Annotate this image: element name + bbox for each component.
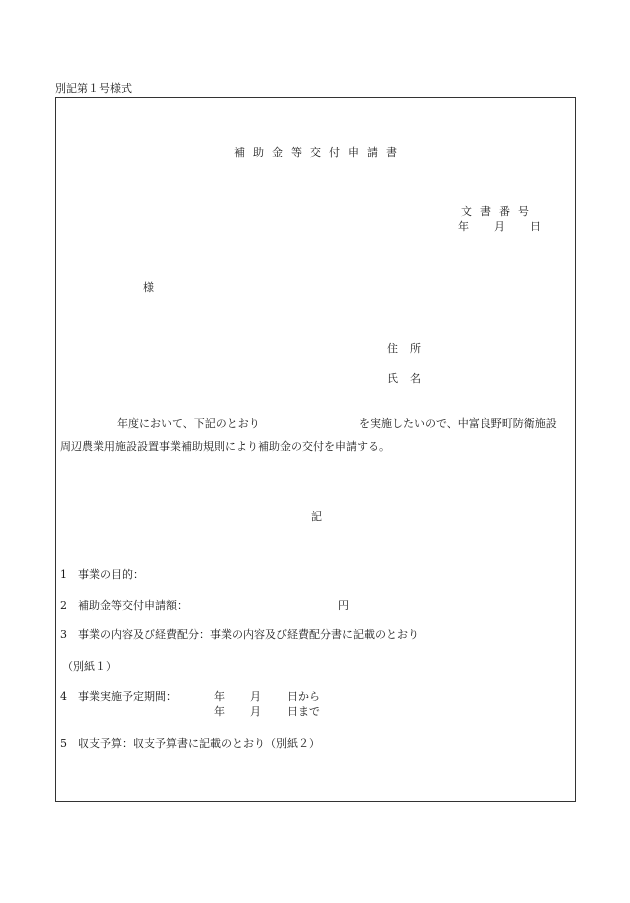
date-day-label: 日	[530, 220, 541, 233]
body-text-part2: を実施したいので、中富良野町防衛施設	[359, 417, 557, 430]
item-4-period-label: 4 事業実施予定期間：	[60, 690, 177, 703]
from-day: 日から	[287, 690, 320, 703]
body-text-part1: 年度において、下記のとおり	[117, 417, 260, 430]
addressee-suffix: 様	[143, 281, 154, 294]
document-number-label: 文書番号	[461, 205, 537, 218]
item-2-yen-unit: 円	[338, 599, 349, 612]
to-month: 月	[250, 705, 261, 718]
item-5-budget: 5 収支予算：収支予算書に記載のとおり（別紙２）	[60, 737, 320, 750]
date-month-label: 月	[494, 220, 505, 233]
item-3-content: 3 事業の内容及び経費配分：事業の内容及び経費配分書に記載のとおり	[60, 628, 419, 641]
document-title: 補助金等交付申請書	[234, 146, 405, 159]
to-day: 日まで	[287, 705, 320, 718]
to-year: 年	[214, 705, 225, 718]
item-3-note: （別紙１）	[62, 660, 117, 673]
from-month: 月	[250, 690, 261, 703]
body-text-line2: 周辺農業用施設設置事業補助規則により補助金の交付を申請する。	[60, 440, 390, 453]
item-1-purpose: 1 事業の目的：	[60, 568, 144, 581]
address-label: 住所	[387, 342, 433, 355]
form-label: 別記第１号様式	[55, 82, 132, 95]
ki-heading: 記	[311, 510, 322, 523]
date-year-label: 年	[458, 220, 469, 233]
from-year: 年	[214, 690, 225, 703]
item-2-amount: 2 補助金等交付申請額：	[60, 599, 188, 612]
name-label: 氏名	[387, 372, 433, 385]
